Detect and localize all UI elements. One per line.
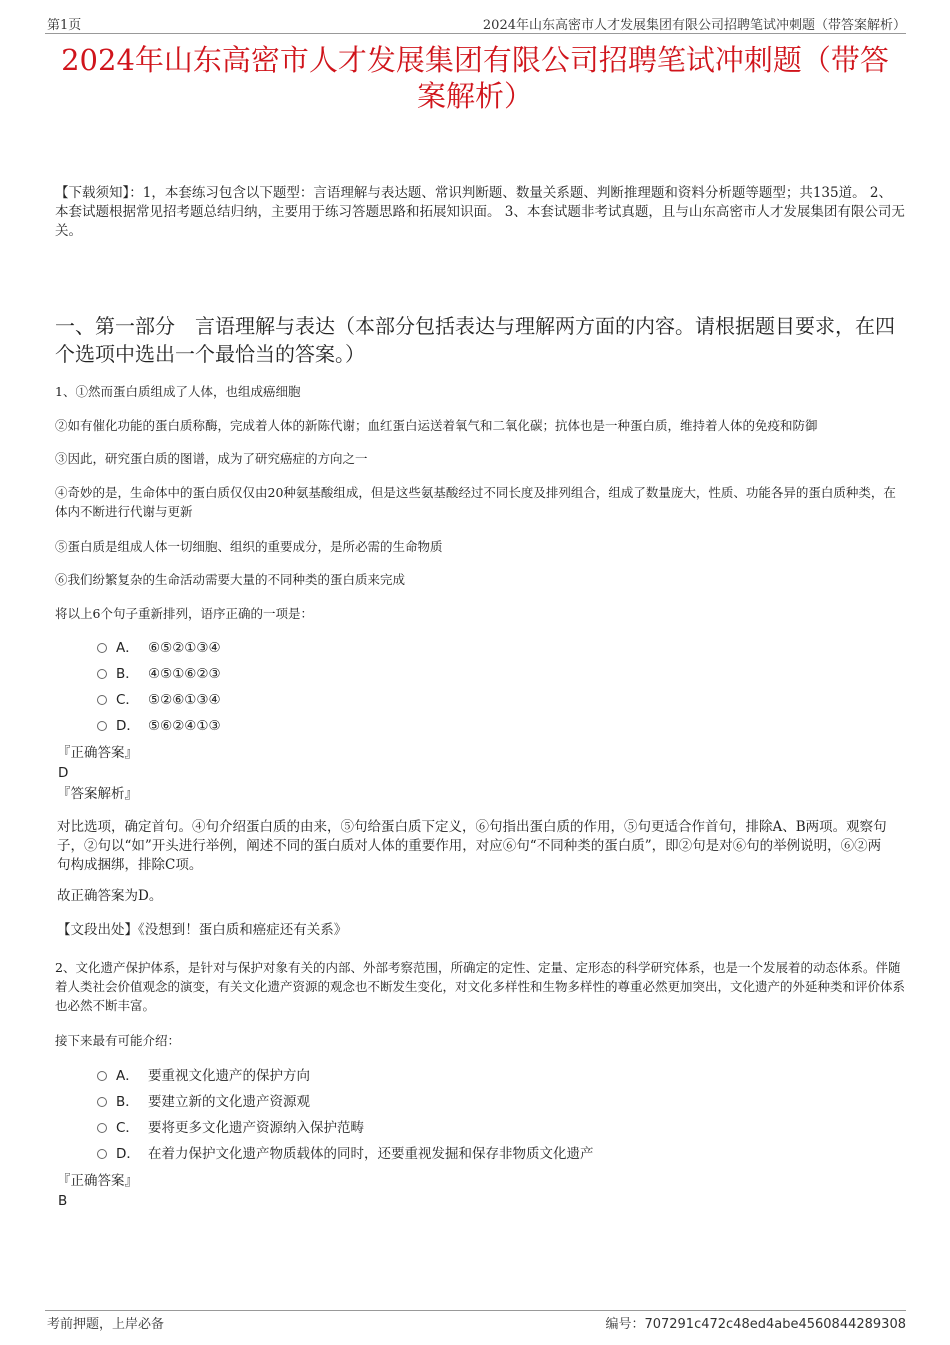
radio-icon[interactable] <box>97 1123 107 1133</box>
q1-option-a[interactable]: A． ⑥⑤②①③④ <box>97 638 221 658</box>
footer-slogan: 考前押题，上岸必备 <box>47 1317 165 1332</box>
q2-option-a[interactable]: A． 要重视文化遗产的保护方向 <box>97 1066 310 1086</box>
section-title: 一、第一部分 言语理解与表达（本部分包括表达与理解两方面的内容。请根据题目要求，在四个选项中选出一个最恰当的答案。） <box>55 314 895 366</box>
q1-source: 【文段出处】《没想到！蛋白质和癌症还有关系》 <box>57 922 348 938</box>
radio-icon[interactable] <box>97 721 107 731</box>
radio-icon[interactable] <box>97 695 107 705</box>
q2-option-c[interactable]: C． 要将更多文化遗产资源纳入保护范畴 <box>97 1118 364 1138</box>
q2-answer-label: 『正确答案』 <box>57 1173 138 1189</box>
q1-option-d[interactable]: D． ⑤⑥②④①③ <box>97 716 221 736</box>
q1-sentence-5: ⑤蛋白质是组成人体一切细胞、组织的重要成分，是所必需的生命物质 <box>55 539 443 554</box>
q1-sentence-1: 1、①然而蛋白质组成了人体，也组成癌细胞 <box>55 384 301 399</box>
radio-icon[interactable] <box>97 643 107 653</box>
q1-answer-label: 『正确答案』 <box>57 745 138 761</box>
q2-stem: 2、文化遗产保护体系，是针对与保护对象有关的内部、外部考察范围，所确定的定性、定量、定形态的科学研究体系，也是一个发展着的动态体系。伴随着人类社会价值观念的演变，有关文化遗产资源的观念也不断发生变化，对文化多样性和生物多样性的尊重必然更加突出，文化遗产的外延种类和评价体系也必然不断丰富。 <box>55 960 906 1013</box>
q1-option-b[interactable]: B． ④⑤①⑥②③ <box>97 664 221 684</box>
footer-divider <box>45 1310 906 1311</box>
radio-icon[interactable] <box>97 669 107 679</box>
q1-option-c[interactable]: C． ⑤②⑥①③④ <box>97 690 221 710</box>
q2-option-b[interactable]: B． 要建立新的文化遗产资源观 <box>97 1092 310 1112</box>
q2-answer: B <box>58 1193 68 1209</box>
footer-code: 编号：707291c472c48ed4abe4560844289308 <box>605 1317 906 1332</box>
q1-sentence-4: ④奇妙的是，生命体中的蛋白质仅仅由20种氨基酸组成，但是这些氨基酸经过不同长度及排列组合，组成了数量庞大，性质、功能各异的蛋白质种类，在体内不断进行代谢与更新 <box>55 485 896 519</box>
page-number: 第1页 <box>47 18 82 33</box>
q1-sentence-3: ③因此，研究蛋白质的图谱，成为了研究癌症的方向之一 <box>55 451 368 466</box>
radio-icon[interactable] <box>97 1097 107 1107</box>
q1-analysis: 对比选项，确定首句。④句介绍蛋白质的由来，⑤句给蛋白质下定义，⑥句指出蛋白质的作用，⑤句更适合作首句，排除A、B两项。观察句子，②句以“如”开头进行举例，阐述不同的蛋白质对人体的重要作用，对应⑥句“不同种类的蛋白质”，即②句是对⑥句的举例说明，⑥②两句构成捆绑，排除C项。 <box>57 819 887 873</box>
download-notice: 【下载须知】：1，本套练习包含以下题型：言语理解与表达题、常识判断题、数量关系题、判断推理题和资料分析题等题型；共135道。 2、本套试题根据常见招考题总结归纳，主要用于练习答题思路和拓展知识面。 3、本套试题非考试真题，且与山东高密市人才发展集团有限公司无关。 <box>55 185 905 239</box>
header-divider <box>45 33 906 34</box>
q1-sentence-2: ②如有催化功能的蛋白质称酶，完成着人体的新陈代谢；血红蛋白运送着氧气和二氧化碳；抗体也是一种蛋白质，维持着人体的免疫和防御 <box>55 418 818 433</box>
radio-icon[interactable] <box>97 1149 107 1159</box>
q2-prompt: 接下来最有可能介绍： <box>55 1033 181 1048</box>
q1-conclusion: 故正确答案为D。 <box>57 888 163 904</box>
q1-sentence-6: ⑥我们纷繁复杂的生命活动需要大量的不同种类的蛋白质来完成 <box>55 572 406 587</box>
radio-icon[interactable] <box>97 1071 107 1081</box>
q1-answer: D <box>58 765 69 781</box>
page-title: 2024年山东高密市人才发展集团有限公司招聘笔试冲刺题（带答案解析） <box>61 43 889 113</box>
q1-analysis-label: 『答案解析』 <box>57 786 138 802</box>
q1-prompt: 将以上6个句子重新排列，语序正确的一项是： <box>55 606 313 621</box>
q2-option-d[interactable]: D． 在着力保护文化遗产物质载体的同时，还要重视发掘和保存非物质文化遗产 <box>97 1144 594 1164</box>
header-doc-title: 2024年山东高密市人才发展集团有限公司招聘笔试冲刺题（带答案解析） <box>482 18 906 33</box>
